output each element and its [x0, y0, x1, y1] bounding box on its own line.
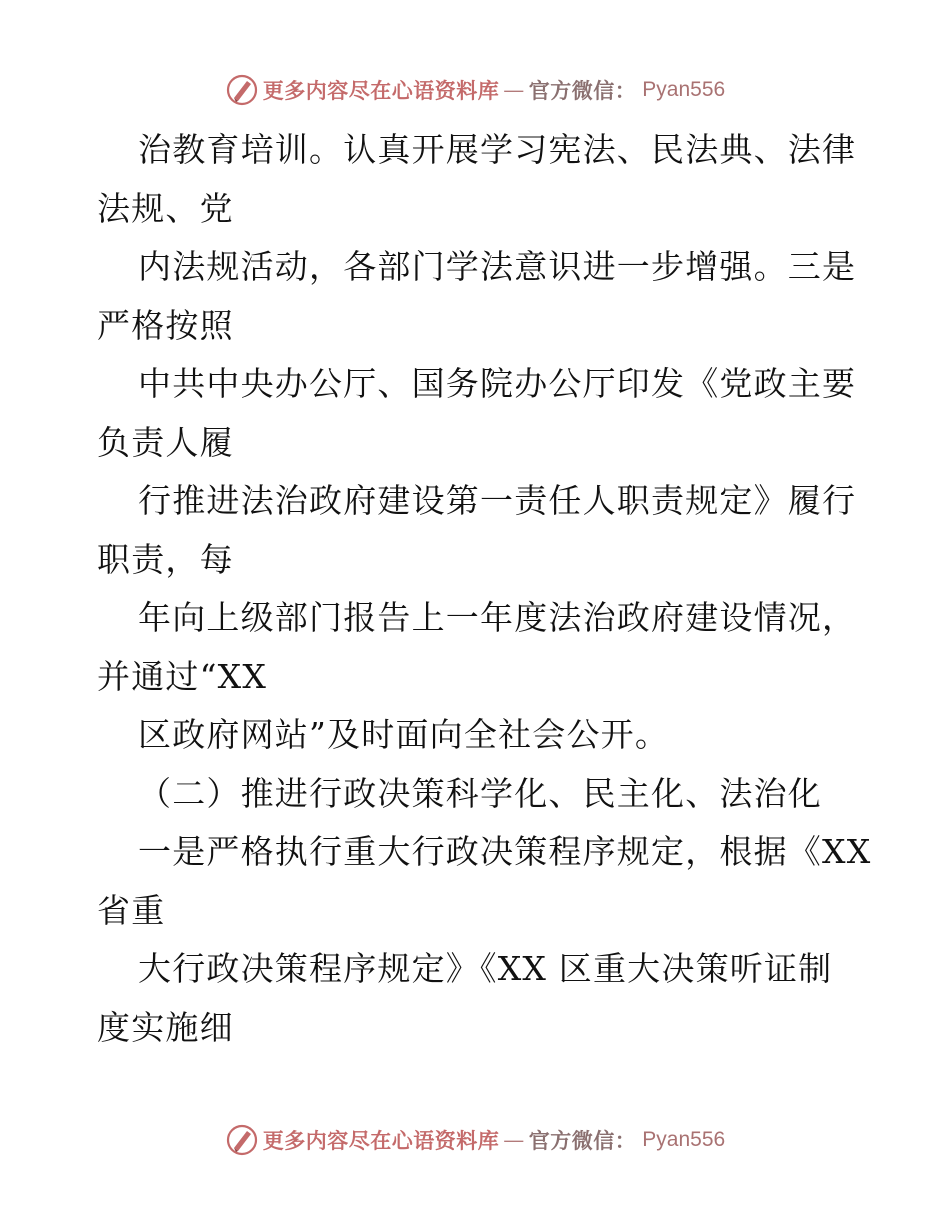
header-banner-wechat-id: Pyan556 [642, 78, 726, 101]
body-line: 区政府网站”及时面向全社会公开。 [138, 715, 670, 754]
header-banner-wechat-label: 官方微信： [528, 78, 637, 103]
section-heading: （二）推进行政决策科学化、民主化、法治化 [138, 773, 822, 813]
body-line: 严格按照 [97, 305, 234, 345]
body-line: 治教育培训。认真开展学习宪法、民法典、法律 [138, 130, 857, 169]
body-line: 内法规活动，各部门学法意识进一步增强。三是 [138, 247, 857, 286]
footer-banner-wechat-label: 官方微信： [528, 1128, 637, 1153]
body-line: 负责人履 [97, 422, 234, 462]
footer-banner-inner [225, 1123, 725, 1157]
body-line: 省重 [97, 890, 166, 930]
body-line: 行推进法治政府建设第一责任人职责规定》履行 [138, 481, 857, 520]
body-line: 大行政决策程序规定》《XX 区重大决策听证制 [138, 949, 833, 988]
footer-banner-dash: — [503, 1128, 525, 1152]
pen-logo-icon [225, 1123, 259, 1157]
header-banner-inner [225, 73, 725, 107]
body-line: 一是严格执行重大行政决策程序规定，根据《XX [138, 832, 872, 871]
body-line: 职责，每 [97, 539, 234, 579]
body-line: 中共中央办公厅、国务院办公厅印发《党政主要 [138, 364, 857, 403]
document-body [97, 121, 877, 1057]
header-banner-title: 更多内容尽在心语资料库 [262, 78, 500, 103]
footer-banner [0, 1120, 950, 1160]
footer-banner-title: 更多内容尽在心语资料库 [262, 1128, 500, 1153]
pen-logo-icon [225, 73, 259, 107]
header-banner [0, 70, 950, 110]
body-line: 年向上级部门报告上一年度法治政府建设情况， [138, 598, 857, 637]
body-line: 度实施细 [97, 1007, 234, 1047]
body-line: 法规、党 [97, 188, 234, 228]
footer-banner-wechat-id: Pyan556 [642, 1128, 726, 1151]
body-line: 并通过“XX [97, 656, 268, 696]
header-banner-dash: — [503, 78, 525, 102]
